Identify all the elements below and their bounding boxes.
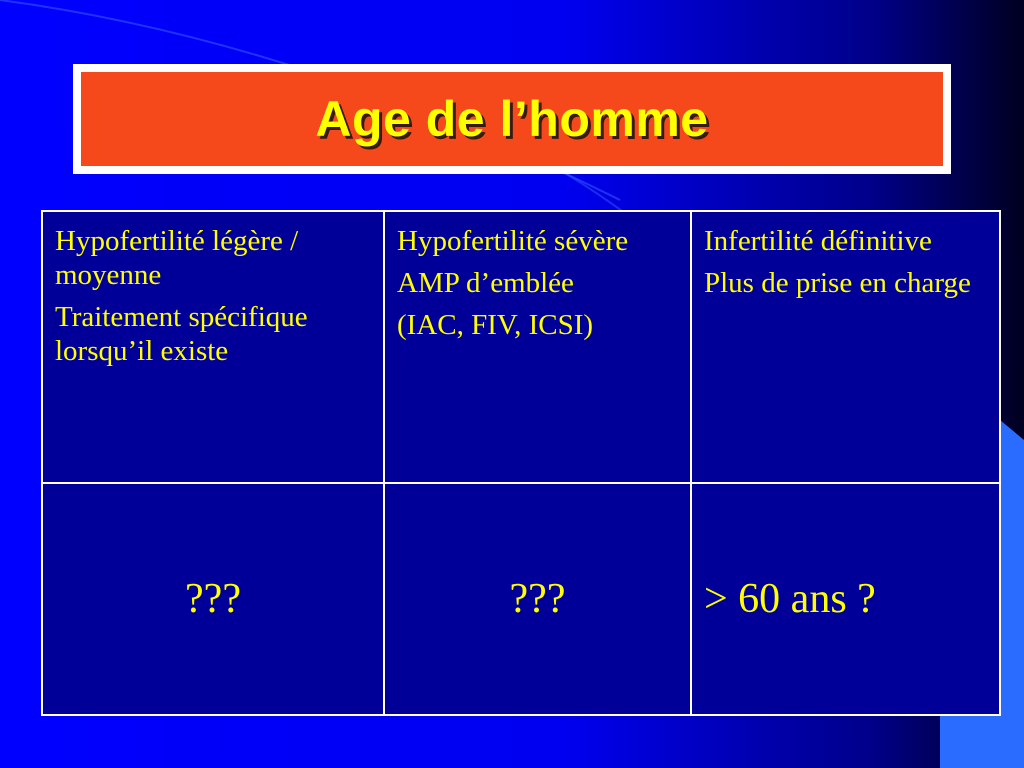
table-cell-severe-hypofertility xyxy=(384,211,691,483)
cell-paragraph: Hypofertilité sévère xyxy=(397,225,629,257)
table-cell-age-mild: ??? xyxy=(42,483,384,715)
cell-paragraph: Plus de prise en charge xyxy=(704,267,971,299)
slide-title: Age de l’homme xyxy=(315,91,709,147)
title-banner-fill xyxy=(81,72,943,166)
table-cell-age-severe: ??? xyxy=(384,483,691,715)
table-cell-age-definitive: > 60 ans ? xyxy=(691,483,1000,715)
title-banner xyxy=(73,64,951,174)
table-cell-definitive-infertility xyxy=(691,211,1000,483)
cell-paragraph: Infertilité définitive xyxy=(704,225,932,257)
cell-paragraph: (IAC, FIV, ICSI) xyxy=(397,309,594,341)
cell-paragraph: Hypofertilité légère / moyenne xyxy=(55,225,299,291)
age-table xyxy=(41,210,1001,716)
table-row-ages xyxy=(42,483,1000,715)
table-row-categories xyxy=(42,211,1000,483)
cell-paragraph: AMP d’emblée xyxy=(397,267,574,299)
table-cell-mild-hypofertility xyxy=(42,211,384,483)
cell-paragraph: Traitement spécifique lorsqu’il existe xyxy=(55,301,308,367)
